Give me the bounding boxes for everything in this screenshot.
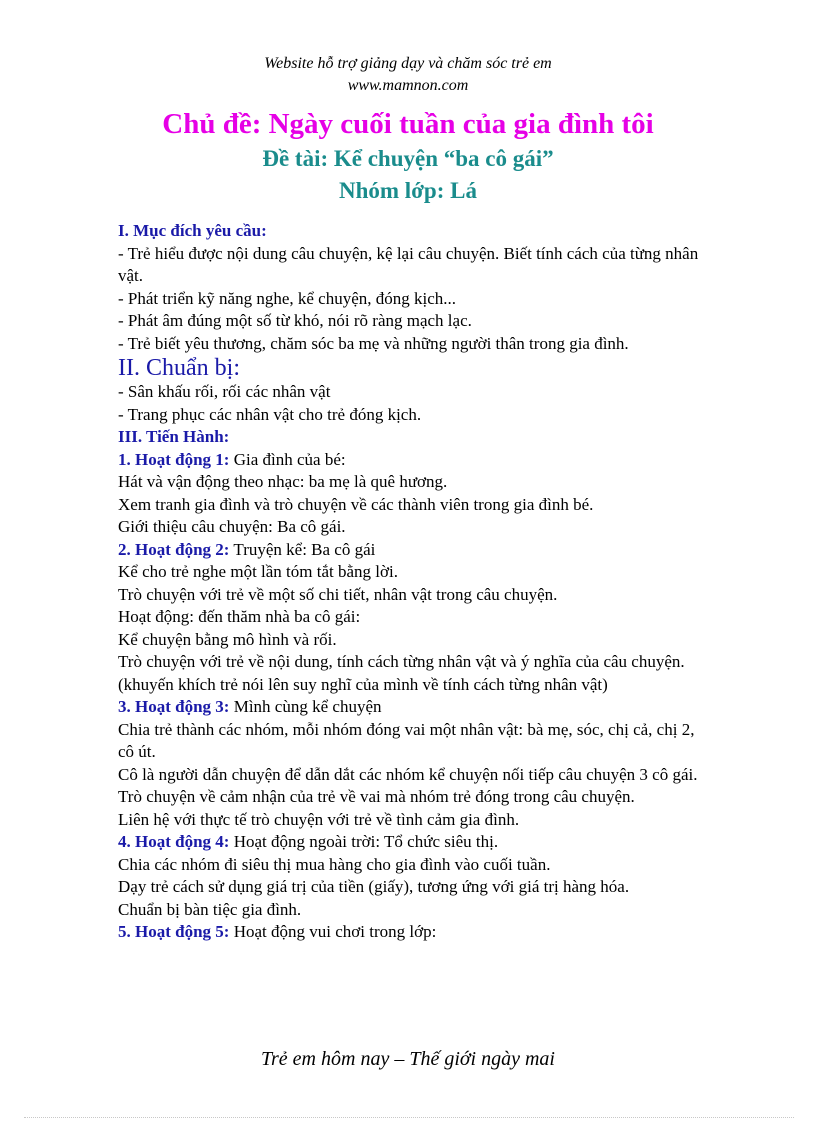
- activity-label: 1. Hoạt động 1:: [118, 449, 230, 469]
- activity-line: Trò chuyện với trẻ về một số chi tiết, nhân vật trong câu chuyện.: [118, 584, 558, 604]
- activity-5-heading: [118, 921, 700, 944]
- activity-title: Hoạt động ngoài trời: Tổ chức siêu thị.: [229, 832, 499, 851]
- page-footer: Trẻ em hôm nay – Thế giới ngày mai: [261, 1048, 555, 1070]
- activity-2-heading: [118, 539, 700, 562]
- activity-label: 4. Hoạt động 4:: [118, 832, 230, 851]
- document-body: [118, 220, 700, 944]
- main-title: Chủ đề: Ngày cuối tuần của gia đình tôi: [162, 108, 654, 140]
- activity-line: Dạy trẻ cách sử dụng giá trị của tiền (giấy), tương ứng với giá trị hàng hóa.: [118, 877, 630, 896]
- activity-line: Giới thiệu câu chuyện: Ba cô gái.: [118, 517, 346, 536]
- group-title: Nhóm lớp: Lá: [339, 178, 477, 203]
- activity-1-heading: [118, 449, 700, 472]
- activity-line: Xem tranh gia đình và trò chuyện về các thành viên trong gia đình bé.: [118, 494, 594, 514]
- section2-heading: II. Chuẩn bị:: [118, 355, 240, 381]
- activity-label: 5. Hoạt động 5:: [118, 922, 230, 941]
- activity-line: Chia các nhóm đi siêu thị mua hàng cho gia đình vào cuối tuần.: [118, 854, 551, 874]
- activity-line: Trò chuyện về cảm nhận của trẻ về vai mà nhóm trẻ đóng trong câu chuyện.: [118, 787, 635, 806]
- section1-line: - Trẻ biết yêu thương, chăm sóc ba mẹ và những người thân trong gia đình.: [118, 333, 629, 353]
- section1-heading: I. Mục đích yêu cầu:: [118, 221, 267, 240]
- header-website-line: Website hỗ trợ giảng dạy và chăm sóc trẻ em: [264, 55, 552, 72]
- section1-line: - Phát âm đúng một số từ khó, nói rõ ràng mạch lạc.: [118, 311, 472, 330]
- activity-title: Mình cùng kể chuyện: [229, 697, 382, 716]
- section2-line: - Trang phục các nhân vật cho trẻ đóng kịch.: [118, 404, 422, 424]
- header-url: www.mamnon.com: [347, 77, 469, 94]
- activity-line: Trò chuyện với trẻ về nội dung, tính cách từng nhân vật và ý nghĩa của câu chuyện. (khuyến khích trẻ nói lên suy nghĩ của mình về tính cách từng nhân vật): [118, 652, 685, 694]
- activity-4-heading: [118, 831, 700, 854]
- activity-line: Hoạt động: đến thăm nhà ba cô gái:: [118, 607, 361, 626]
- activity-line: Liên hệ với thực tế trò chuyện với trẻ về tình cảm gia đình.: [118, 809, 520, 829]
- activity-line: Hát và vận động theo nhạc: ba mẹ là quê hương.: [118, 472, 448, 491]
- topic-title: Đề tài: Kể chuyện “ba cô gái”: [262, 146, 554, 171]
- section1-line: - Trẻ hiểu được nội dung câu chuyện, kệ lại câu chuyện. Biết tính cách của từng nhân vật.: [118, 243, 699, 285]
- section3-heading: III. Tiến Hành:: [118, 427, 230, 446]
- activity-line: Kể cho trẻ nghe một lần tóm tắt bằng lời.: [118, 562, 398, 581]
- activity-line: Chia trẻ thành các nhóm, mỗi nhóm đóng vai một nhân vật: bà mẹ, sóc, chị cả, chị 2, cô út.: [118, 719, 695, 761]
- activity-line: Chuẩn bị bàn tiệc gia đình.: [118, 899, 302, 919]
- section2-line: - Sân khấu rối, rối các nhân vật: [118, 382, 331, 401]
- activity-3-heading: [118, 696, 700, 719]
- activity-line: Cô là người dẫn chuyện để dẫn dắt các nhóm kể chuyện nối tiếp câu chuyện 3 cô gái.: [118, 764, 698, 784]
- page-bottom-divider: [24, 1117, 794, 1118]
- activity-line: Kể chuyện bằng mô hình và rối.: [118, 629, 337, 649]
- activity-title: Gia đình của bé:: [229, 449, 346, 469]
- activity-label: 3. Hoạt động 3:: [118, 697, 230, 716]
- title-block: [0, 105, 816, 207]
- activity-label: 2. Hoạt động 2:: [118, 539, 230, 559]
- section1-line: - Phát triển kỹ năng nghe, kể chuyện, đóng kịch...: [118, 288, 457, 308]
- page-header: [0, 53, 816, 97]
- activity-title: Hoạt động vui chơi trong lớp:: [229, 922, 437, 941]
- activity-title: Truyện kể: Ba cô gái: [229, 539, 376, 559]
